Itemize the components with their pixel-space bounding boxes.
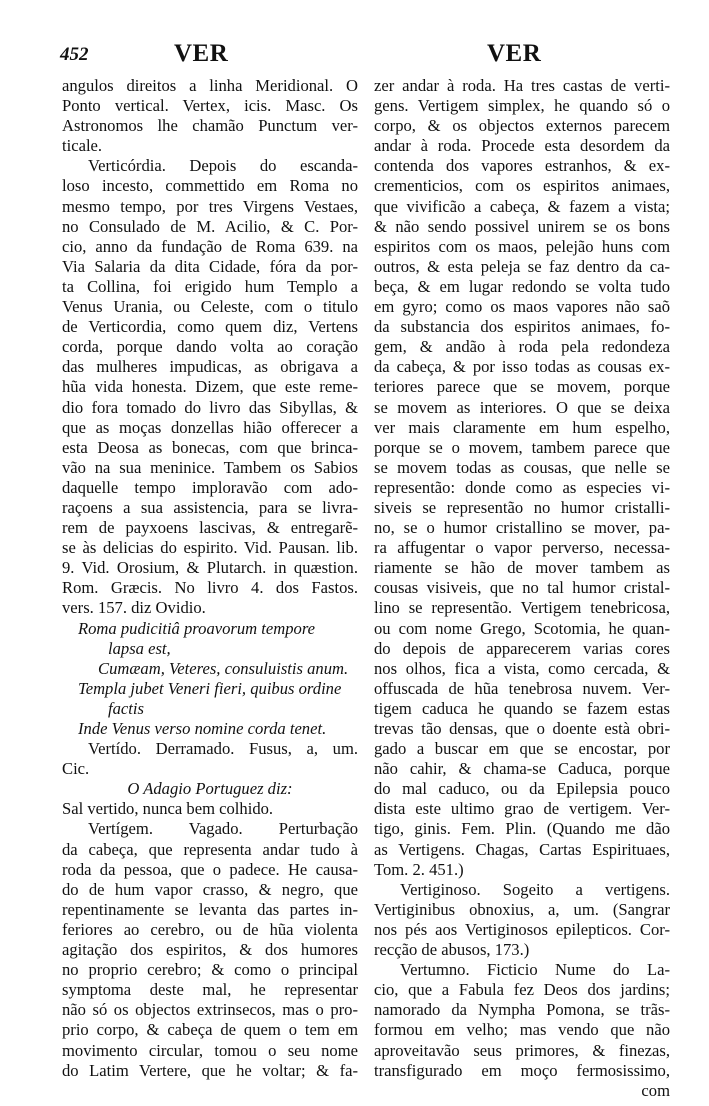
text-line: da substancia dos espiritos animaes, fo- — [374, 317, 670, 337]
running-head-left: VER — [174, 40, 229, 67]
text-line: se movem todas as cousas, que nelle se — [374, 457, 670, 477]
text-line: Templa jubet Veneri fieri, quibus ordine — [78, 678, 342, 698]
text-line: ticale. — [62, 136, 103, 156]
text-line: nos olhos, fica a vista, como cercada, & — [374, 658, 670, 678]
page-number: 452 — [60, 44, 89, 65]
text-line: Ponto vertical. Vertex, icis. Masc. Os — [62, 96, 358, 116]
text-line: no proprio cerebro; & como o principal — [62, 960, 358, 980]
text-line: tigem caduca he quando se fazem estas — [374, 698, 670, 718]
text-line: não só os objectos extrinsecos, mas o pro- — [62, 1000, 358, 1020]
text-line: trevas tão densas, que o doente està obri- — [374, 719, 670, 738]
text-line: andar à roda. Procede esta desordem da — [374, 136, 670, 156]
text-line: loso incesto, commettido em Roma no — [62, 176, 358, 196]
text-line: gens. Vertigem simplex, he quando só o — [374, 96, 670, 116]
text-line: Inde Venus verso nomine corda tenet. — [78, 719, 327, 738]
text-line: Verticórdia. Depois do escanda- — [88, 156, 358, 176]
text-line: offuscada de hũa tenebrosa nuvem. Ver- — [374, 678, 670, 698]
text-line: no, se o humor cristallino se mover, pa- — [374, 518, 670, 538]
text-line: crementicios, com os espiritos animaes, — [374, 176, 670, 196]
text-line: cousas visiveis, que no tal humor cristal- — [374, 578, 670, 598]
text-line: recção de abusos, 173.) — [374, 940, 530, 960]
text-line: representão: donde como as especies vi- — [374, 477, 670, 497]
text-line: Via Salaria da dita Cidade, fóra da por- — [62, 256, 358, 276]
text-line: agitação dos espiritos, & dos humores — [62, 940, 358, 960]
text-line: corpo, & os objectos externos parecem — [374, 116, 670, 136]
text-line: Vertiginibus obnoxius, a, um. (Sangrar — [374, 899, 670, 919]
text-line: Vertumno. Ficticio Nume do La- — [400, 960, 670, 980]
text-line: corda, porque dando volta ao coração — [62, 337, 358, 357]
text-line: Venus Urania, ou Celeste, com o titulo — [62, 297, 358, 317]
text-line: Cic. — [62, 759, 90, 779]
text-line: tigo, ginis. Fem. Plin. (Quando me dão — [374, 819, 670, 839]
text-line: Roma pudicitiâ proavorum tempore — [78, 618, 316, 638]
text-line: dio fora tomado do livro das Sibyllas, & — [62, 397, 358, 417]
left-column — [62, 76, 358, 1081]
text-line: symptoma deste mal, he representar — [62, 980, 358, 1000]
text-line: O Adagio Portuguez diz: — [127, 779, 293, 799]
text-line: espiritos com os maos, pelejão huns com — [374, 236, 670, 256]
text-line: que as moças donzellas hião offerecer a — [62, 417, 358, 437]
text-line: hũa vida honesta. Dizem, que este reme- — [62, 377, 358, 397]
text-line: daquelle tempo imploravão com ado- — [62, 477, 358, 497]
text-line: beça, & em lugar redondo se volta tudo — [374, 276, 670, 296]
text-line: ra affugentar o vapor perverso, necessa- — [374, 538, 670, 558]
running-head-right: VER — [487, 40, 542, 67]
text-line: vão na sua meninice. Tambem os Sabios — [62, 457, 358, 477]
text-line: lapsa est, — [108, 638, 171, 658]
text-line: siveis se representão no humor cristalli- — [374, 497, 670, 517]
text-line: do de hum vapor crasso, & negro, que — [62, 879, 358, 899]
text-line: transfigurado em moço fermosissimo, — [374, 1060, 670, 1080]
text-line: Vertiginoso. Sogeito a vertigens. — [400, 879, 670, 899]
text-line: da cabeça, & por isso todas as cousas ex- — [374, 357, 670, 377]
text-line: feriores ao cerebro, ou de hũa violenta — [62, 919, 358, 939]
text-line: factis — [108, 698, 144, 718]
text-line: lino se representão. Vertigem tenebricosa, — [374, 598, 670, 618]
text-line: gem, & andão à roda pela redondeza — [374, 337, 670, 357]
text-line: formou em velho; mas vendo que não — [374, 1020, 670, 1040]
text-line: das mulheres impudicas, as obrigava a — [62, 357, 358, 377]
text-line: angulos direitos a linha Meridional. O — [62, 76, 358, 95]
right-column — [374, 76, 670, 1101]
text-line: contenda dos vapores estranhos, & ex- — [374, 156, 670, 176]
text-line: porque se o movem, tambem parece que — [374, 437, 670, 457]
text-line: as Vertigens. Chagas, Cartas Espirituaes, — [374, 839, 670, 859]
text-line: cio, que a Fabula fez Deos dos jardins; — [374, 980, 670, 1000]
text-line: com — [641, 1080, 670, 1100]
text-line: não cahir, & chama-se Caduca, porque — [374, 759, 670, 779]
text-line: cio, anno da fundação de Roma 639. na — [62, 236, 358, 256]
text-line: roda da pessoa, que o padece. He causa- — [62, 859, 358, 879]
text-line: Vertígem. Vagado. Perturbação — [88, 819, 358, 839]
text-line: em gyro; como os maos vapores não saõ — [374, 297, 670, 317]
text-line: Rom. Græcis. No livro 4. dos Fastos. — [62, 578, 358, 598]
text-line: outros, & esta peleja se faz dentro da ca- — [374, 256, 670, 276]
text-line: raçoens a sua assistencia, para se livra- — [62, 497, 358, 517]
text-line: & não sendo possivel unirem se os bons — [374, 216, 670, 236]
text-line: teriores parece que se movem, porque — [374, 377, 670, 397]
text-line: do mal caduco, ou da Epilepsia pouco — [374, 779, 670, 799]
text-line: do Latim Vertere, que he voltar; & fa- — [62, 1060, 358, 1080]
text-line: Cumæam, Veteres, consuluistis anum. — [98, 658, 349, 678]
text-line: de Verticordia, como quem diz, Vertens — [62, 317, 358, 337]
text-line: ou com nome Grego, Scotomia, he quan- — [374, 618, 670, 638]
text-line: Sal vertido, nunca bem colhido. — [62, 799, 274, 819]
text-line: ver mais claramente em hum espelho, — [374, 417, 670, 437]
text-line: rem de payxoens lascivas, & entregarẽ- — [62, 518, 358, 538]
text-line: esta Deosa as bonecas, com que brinca- — [62, 437, 358, 457]
text-line: zer andar à roda. Ha tres castas de verti- — [374, 76, 670, 95]
text-line: prio corpo, & cabeça de quem o tem em — [62, 1020, 358, 1040]
text-line: repentinamente se levanta das partes in- — [62, 899, 358, 919]
text-line: que vivificão a cabeça, & fazem a vista; — [374, 196, 670, 216]
text-line: dista este ultimo grao de vertigem. Ver- — [374, 799, 670, 819]
text-line: do depois de apparecerem varias cores — [374, 638, 670, 658]
text-line: aproveitavão seus primores, & finezas, — [374, 1040, 670, 1060]
text-line: riamente se hão de mover tambem as — [374, 558, 670, 578]
text-line: se às delicias do espirito. Vid. Pausan. lib. — [62, 538, 358, 558]
text-line: Vertído. Derramado. Fusus, a, um. — [88, 739, 358, 759]
text-line: Astronomos lhe chamão Punctum ver- — [62, 116, 358, 136]
text-line: mesmo tempo, por tres Virgens Vestaes, — [62, 196, 358, 216]
text-line: da cabeça, que representa andar tudo à — [62, 839, 358, 859]
text-line: no Consulado de M. Acilio, & C. Por- — [62, 216, 358, 236]
text-line: movimento circular, tomou o seu nome — [62, 1040, 358, 1060]
text-line: 9. Vid. Orosium, & Plutarch. in quæstion. — [62, 558, 358, 578]
text-line: Tom. 2. 451.) — [374, 859, 464, 879]
text-line: gado a buscar em que se encostar, por — [374, 739, 670, 759]
text-line: nos pés aos Vertiginosos epilepticos. Cor- — [374, 919, 670, 939]
text-line: vers. 157. diz Ovidio. — [62, 598, 206, 618]
text-line: namorado da Nympha Pomona, se trãs- — [374, 1000, 670, 1020]
text-line: ta Collina, foi erigido hum Templo a — [62, 276, 358, 296]
text-line: se movem as interiores. O que se deixa — [374, 397, 670, 417]
